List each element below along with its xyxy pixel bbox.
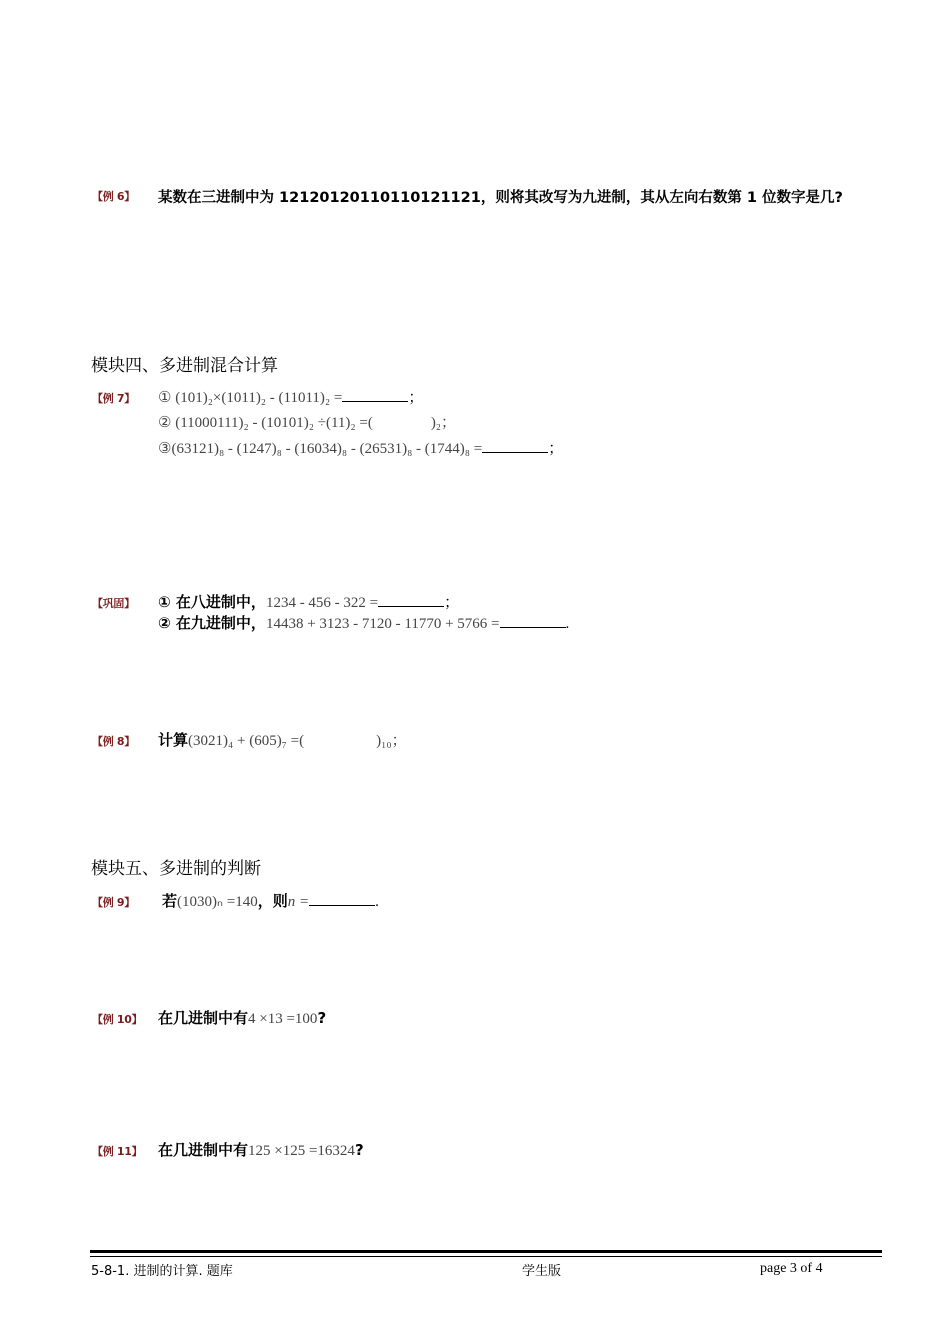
consolidate-label-1: ① 在八进制中， [158, 593, 266, 611]
footer-title: 5-8-1. 进制的计算. 题库 [91, 1264, 233, 1279]
example-7-line-2 [158, 411, 456, 432]
consolidate-tag: 【巩固】 [92, 597, 135, 610]
consolidate-line-2-end: . [565, 616, 570, 632]
example-9-end: . [375, 894, 379, 910]
example-8-end: )₁₀； [376, 733, 407, 749]
example-7-expr-2: ② (11000111)₂ - (10101)₂ ÷(11)₂ =( [158, 415, 373, 431]
example-7-expr-1: ① (101)₂×(1011)₂ - (11011)₂ = [158, 390, 343, 406]
consolidate-label-2: ② 在九进制中， [158, 614, 266, 632]
example-10-line [158, 1007, 326, 1028]
module-5-heading: 模块五、多进制的判断 [91, 859, 261, 879]
example-7-tag: 【例 7】 [92, 392, 135, 405]
answer-blank[interactable] [309, 891, 375, 906]
example-7-line-3 [158, 437, 563, 458]
example-8-line [158, 729, 407, 750]
example-9-line [162, 890, 379, 911]
example-9-var: n = [287, 894, 310, 910]
example-6-question: 某数在三进制中为 12120120110110121121，则将其改写为九进制，其从左向右数第 1 位数字是几? [158, 190, 843, 206]
example-9-tag: 【例 9】 [92, 896, 135, 909]
example-11-expr: 125 ×125 =16324 [248, 1143, 355, 1159]
example-10-tag: 【例 10】 [92, 1013, 143, 1026]
consolidate-line-2 [158, 612, 569, 633]
example-11-line [158, 1139, 364, 1160]
example-7-expr-3: ③(63121)₈ - (1247)₈ - (16034)₈ - (26531)₈ - (1744)₈ = [158, 441, 483, 457]
example-9-then: ，则 [257, 892, 288, 910]
example-8-label: 计算 [158, 731, 189, 749]
example-10-expr: 4 ×13 =100 [248, 1011, 318, 1027]
example-11-label: 在几进制中有 [158, 1141, 249, 1159]
footer-page-number: page 3 of 4 [760, 1261, 823, 1276]
module-4-heading: 模块四、多进制混合计算 [91, 356, 278, 376]
example-10-label: 在几进制中有 [158, 1009, 249, 1027]
answer-blank[interactable] [500, 613, 566, 628]
example-9-expr: (1030)ₙ =140 [177, 894, 258, 910]
example-11-end: ? [354, 1141, 364, 1159]
example-7-line-1-end: ； [408, 390, 424, 406]
consolidate-expr-2: 14438 + 3123 - 7120 - 11770 + 5766 = [265, 616, 500, 632]
example-8-expr: (3021)₄ + (605)₇ =( [188, 733, 305, 749]
footer-edition: 学生版 [522, 1264, 562, 1279]
answer-blank[interactable] [482, 438, 548, 453]
consolidate-line-1 [158, 591, 459, 612]
answer-blank[interactable] [342, 387, 408, 402]
example-8-tag: 【例 8】 [92, 735, 135, 748]
consolidate-expr-1: 1234 - 456 - 322 = [265, 595, 379, 611]
answer-blank[interactable] [378, 592, 444, 607]
example-9-if: 若 [162, 892, 178, 910]
example-10-end: ? [317, 1009, 327, 1027]
example-7-line-1 [158, 386, 423, 407]
consolidate-line-1-end: ； [444, 595, 460, 611]
footer-rule-thin [90, 1256, 882, 1257]
footer-rule [90, 1250, 882, 1253]
example-7-line-3-end: ； [548, 441, 564, 457]
example-11-tag: 【例 11】 [92, 1145, 143, 1158]
example-7-line-2-end: )₂； [430, 415, 457, 431]
example-6-tag: 【例 6】 [92, 190, 135, 203]
